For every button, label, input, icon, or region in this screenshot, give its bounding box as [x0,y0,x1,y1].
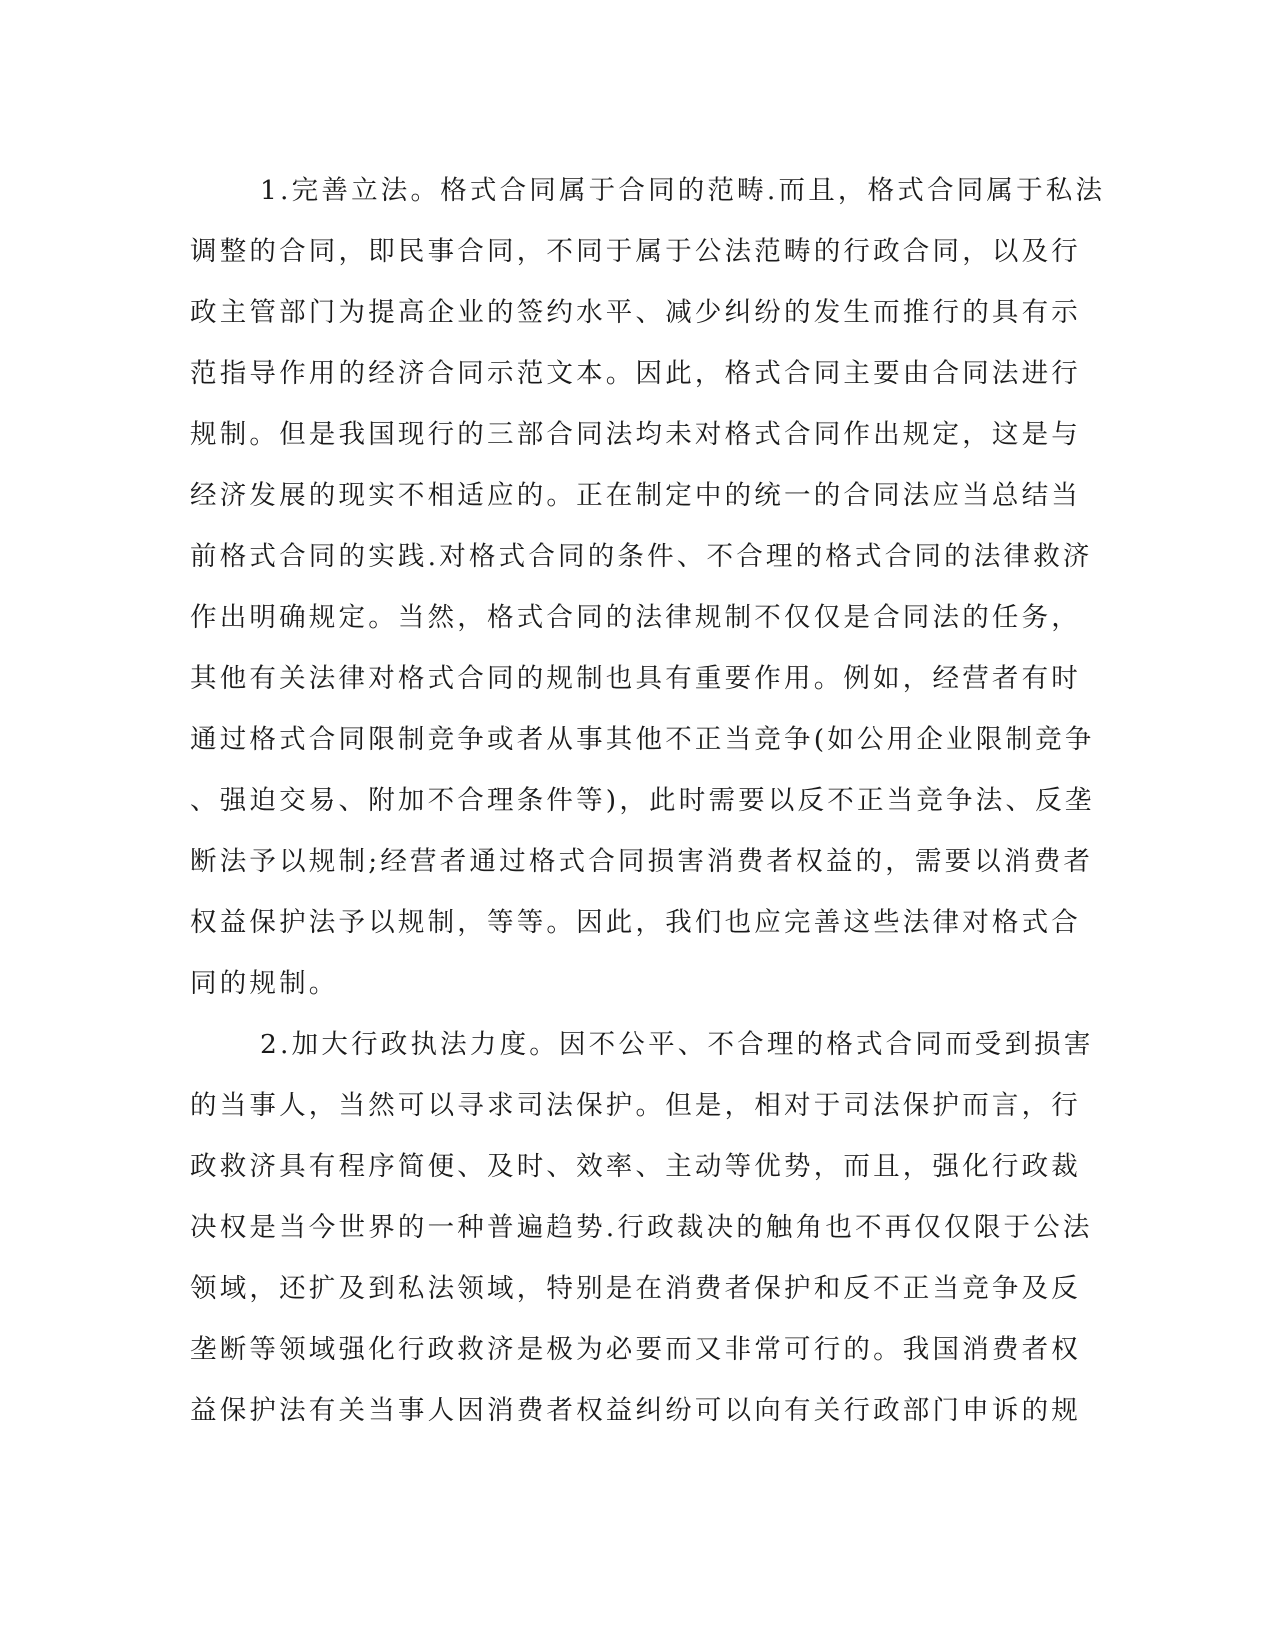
text-line: 前格式合同的实践.对格式合同的条件、不合理的格式合同的法律救济 [190,541,1093,572]
text-line: 其他有关法律对格式合同的规制也具有重要作用。例如，经营者有时 [190,663,1081,694]
text-line: 作出明确规定。当然，格式合同的法律规制不仅仅是合同法的任务， [190,602,1081,633]
text-line: 1.完善立法。格式合同属于合同的范畴.而且，格式合同属于私法 [260,175,1106,206]
text-line: 领域，还扩及到私法领域，特别是在消费者保护和反不正当竞争及反 [190,1273,1081,1304]
text-line: 经济发展的现实不相适应的。正在制定中的统一的合同法应当总结当 [190,480,1081,511]
paragraph-legislation [190,160,1106,1014]
text-line: 2.加大行政执法力度。因不公平、不合理的格式合同而受到损害 [260,1029,1094,1060]
text-line: 政救济具有程序简便、及时、效率、主动等优势，而且，强化行政裁 [190,1151,1081,1182]
text-line: 、强迫交易、附加不合理条件等)，此时需要以反不正当竞争法、反垄 [190,785,1095,816]
text-line: 权益保护法予以规制，等等。因此，我们也应完善这些法律对格式合 [190,907,1081,938]
text-line: 垄断等领域强化行政救济是极为必要而又非常可行的。我国消费者权 [190,1334,1081,1365]
text-line: 的当事人，当然可以寻求司法保护。但是，相对于司法保护而言，行 [190,1090,1081,1121]
text-line: 断法予以规制;经营者通过格式合同损害消费者权益的，需要以消费者 [190,846,1094,877]
paragraph-administrative-enforcement [190,1014,1094,1441]
text-line: 调整的合同，即民事合同，不同于属于公法范畴的行政合同，以及行 [190,236,1081,267]
text-line: 通过格式合同限制竞争或者从事其他不正当竞争(如公用企业限制竞争 [190,724,1095,755]
text-line: 政主管部门为提高企业的签约水平、减少纠纷的发生而推行的具有示 [190,297,1081,328]
document-body [190,160,1106,1441]
text-line: 决权是当今世界的一种普遍趋势.行政裁决的触角也不再仅仅限于公法 [190,1212,1093,1243]
text-line: 同的规制。 [190,968,339,999]
text-line: 益保护法有关当事人因消费者权益纠纷可以向有关行政部门申诉的规 [190,1395,1081,1426]
text-line: 范指导作用的经济合同示范文本。因此，格式合同主要由合同法进行 [190,358,1081,389]
text-line: 规制。但是我国现行的三部合同法均未对格式合同作出规定，这是与 [190,419,1081,450]
